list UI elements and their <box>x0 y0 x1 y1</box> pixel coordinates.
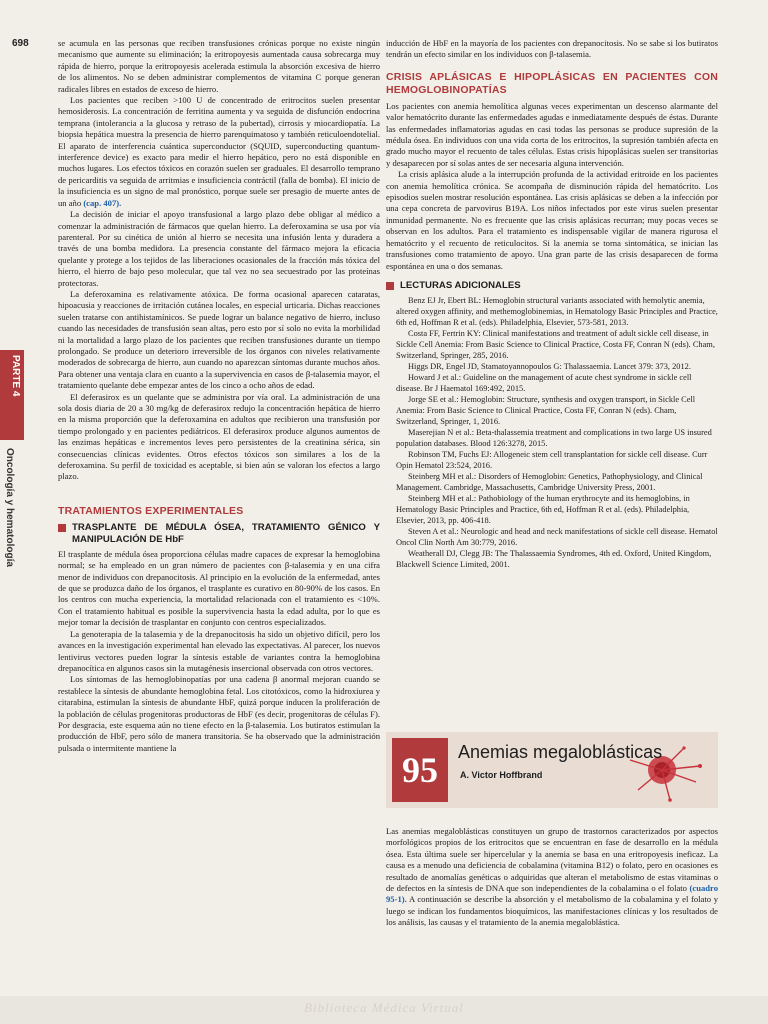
page-number: 698 <box>12 38 29 49</box>
paragraph: Los pacientes que reciben >100 U de concentrado de eritrocitos suelen presentar hemosiderosis. La concentración de ferritina aumenta y va seguida de disfunción endocrina temprana (intolerancia a la glucosa y retraso de la pubertad), cirrosis y miocardiopatía. La biopsia hepática muestra la presencia de hierro parenquimatoso y también reticuloendotelial. El aparato de interferencia cuántica superconductor (SQUID, superconducting quantum-interference device) es exacto para medir el hierro hepático, pero no está disponible en muchos lugares. Los efectos tóxicos en corazón suelen ser graduales. El desarrollo temprano de pericarditis va seguida de arritmias e insuficiencia contráctil (falla de bomba). El inicio de la insuficiencia es un signo de mal pronóstico, porque suele ser presagio de muerte antes de un año (cap. 407). <box>58 95 380 208</box>
paragraph: El deferasirox es un quelante que se administra por vía oral. La administración de una sola dosis diaria de 20 a 30 mg/kg de deferasirox redujo la concentración hepática de hierro en la misma proporción que la deferoxamina en adultos que recibieron una transfusión por tiempo prolongado y en pacientes pediátricos. El deferasirox produce algunos aumentos de las enzimas hepáticas e incrementos leves pero persistentes de la creatinina sérica, sin consecuencias clínicas evidentes. Otros efectos tóxicos son similares a los de la deferoxamina. Su perfil de toxicidad es aceptable, si bien aún se valoran los efectos a largo plazo. <box>58 391 380 482</box>
readings-title: LECTURAS ADICIONALES <box>386 280 718 292</box>
paragraph: La crisis aplásica alude a la interrupción profunda de la actividad eritroide en los pacientes con anemia hemolítica crónica. Se acompaña de disminución rápida del hematócrito. Los episodios suelen mostrar resolución espontánea. Las crisis aplásicas se deben a la infección por una cepa concreta de parvovirus B19A. Los niños infectados por este virus suelen presentar inmunidad permanente. No es frecuente que las crisis aplásicas recurran; muy pocas veces se observan en los adultos. Para el tratamiento es indispensable vigilar de manera rigurosa el hematócrito y el recuento de reticulocitos. Si la anemia se torna sintomática, se inician las transfusiones como tratamiento de apoyo. Una gran parte de las crisis desaparecen de forma espontánea en una o dos semanas. <box>386 169 718 271</box>
section-title-experimental: TRATAMIENTOS EXPERIMENTALES <box>58 504 244 517</box>
paragraph: La genoterapia de la talasemia y de la drepanocitosis ha sido un objetivo difícil, pero los avances en la investigación experimental han elevado las expectativas. Al parecer, los nuevos lentivirus vectores pueden lograr la síntesis estable de variantes contra la hemoglobina drepanocítica en algunos casos sin la mutagénesis insercional observada con otros vectores. <box>58 628 380 673</box>
reference-item: Maserejian N et al.: Beta-thalassemia treatment and complications in two large US insured population databases. Blood 126:3278, 2015. <box>396 427 712 448</box>
paragraph: se acumula en las personas que reciben transfusiones crónicas porque no existe ningún mecanismo que aumente su eliminación; la eritropoyesis aumentada causa sobrecarga muy rápida de hierro, porque la eritropoyesis acelerada estimula la absorción excesiva de hierro de los alimentos. No se deben administrar complementos de vitamina C porque generan radicales libres en estados de exceso de hierro. <box>58 38 380 94</box>
reference-list <box>386 295 718 570</box>
reference-item: Steven A et al.: Neurologic and head and neck manifestations of sickle cell disease. Hematol Oncol Clin North Am 30:779, 2016. <box>396 526 718 547</box>
reference-item: Higgs DR, Engel JD, Stamatoyannopoulos G: Thalassaemia. Lancet 379: 373, 2012. <box>408 361 691 371</box>
section-title-aplastic: CRISIS APLÁSICAS E HIPOPLÁSICAS EN PACIENTES CON HEMOGLOBINOPATÍAS <box>386 70 718 96</box>
chapter-intro <box>386 826 718 929</box>
reference-item: Weatherall DJ, Clegg JB: The Thalassaemia Syndromes, 4th ed. Oxford, United Kingdom, Blackwell Science Limited, 2001. <box>396 548 712 569</box>
subsection-title: TRASPLANTE DE MÉDULA ÓSEA, TRATAMIENTO GÉNICO Y MANIPULACIÓN DE HbF <box>58 522 380 546</box>
reference-item: Jorge SE et al.: Hemoglobin: Structure, synthesis and oxygen transport, in Sickle Cell Anemia: From Basic Science to Clinical Practice, Costa FF, Conran N (eds). Cham, Switzerland, Springer, 1, 2016. <box>396 394 696 426</box>
paragraph: inducción de HbF en la mayoría de los pacientes con drepanocitosis. No se sabe si los butiratos tendrán un efecto similar en los individuos con β-talasemia. <box>386 38 718 60</box>
paragraph: El trasplante de médula ósea proporciona células madre capaces de expresar la hemoglobina normal; se ha empleado en un gran número de pacientes con β-talasemia y en una cifra menor de individuos con drepanocitosis. Al principio en la evolución de la enfermedad, antes de que se produzca daño de los órganos, el trasplante es curativo en 80-90% de los casos. En los centros con mucha experiencia, la mortalidad relacionada con el tratamiento es <10%. Con el tratamiento habitual es posible la supervivencia hasta la edad adulta, por lo que es mejor tomar la decisión de trasplantar en conjunto con centros especializados. <box>58 548 380 628</box>
right-column <box>386 38 718 570</box>
chapter-author: A. Victor Hoffbrand <box>460 770 543 780</box>
chapter-title: Anemias megaloblásticas <box>458 742 663 762</box>
square-bullet-icon <box>58 524 66 532</box>
paragraph: La decisión de iniciar el apoyo transfusional a largo plazo debe obligar al médico a comenzar la administración de fármacos que quelan hierro. La deferoxamina se usa por vía parenteral. Por su cinética de unión al hierro se necesita una infusión lenta y duradera a través de una bomba medidora. La presencia constante del fármaco mejora la eficacia quelante y protege a los tejidos de las liberaciones ocasionales de la fracción más tóxica del hierro, el hierro de bajo peso molecular, que tal vez no sea secuestrado por las proteínas protectoras. <box>58 209 380 288</box>
reference-item: Steinberg MH et al.: Pathobiology of the human erythrocyte and its hemoglobins, in Hematology Basic Principles and Practice, 6th ed, Hoffman R et al. (eds). Philadelphia, Elsevier, 2013, pp. 406-418. <box>396 493 690 525</box>
side-tab-part: PARTE 4 <box>10 355 21 397</box>
chapter-number: 95 <box>392 738 448 802</box>
paragraph: Los síntomas de las hemoglobinopatías por una cadena β anormal mejoran cuando se restablece la síntesis de abundante hemoglobina fetal. Los citotóxicos, como la hidroxiurea y citarabina, estimulan la síntesis de abundante HbF, quizá porque inducen la proliferación de la población de células progenitoras productoras de HbF (es decir, progenitoras de células F). Por desgracia, este esquema aún no tiene efecto en la β-talasemia. Los butiratos estimulan la producción de HbF, pero sólo de manera transitoria. Se ha observado que la administración pulsada o intermitente mantiene la <box>58 674 380 753</box>
reference-item: Steinberg MH et al.: Disorders of Hemoglobin: Genetics, Pathophysiology, and Clinical Management. Cambridge, Massachusetts, Cambridge University Press, 2001. <box>396 471 703 492</box>
square-bullet-icon <box>386 282 394 290</box>
reference-item: Benz EJ Jr, Ebert BL: Hemoglobin structural variants associated with hemolytic anemia, altered oxygen affinity, and methemoglobinemias, in Hematology Basic Principles and Practice, 6th ed, Hoffman R et al. (eds). Philadelphia, Elsevier, 573-581, 2013. <box>396 295 718 327</box>
paragraph: La deferoxamina es relativamente atóxica. De forma ocasional aparecen cataratas, hipoacusia y reacciones de irritación cutánea locales, en especial urticaria. Dichas reacciones suelen tratarse con antihistamínicos. Se puede lograr un balance negativo de hierro, incluso cuando las necesidades de transfusión sean altas, pero esto por sí solo no evita la morbilidad ni la mortalidad a largo plazo de los pacientes que reciben transfusiones durante un tiempo prolongado. Se produce un deterioro irreversible de los órganos con niveles relativamente moderados de sobrecarga de hierro, aun cuando no aparezcan síntomas durante muchos años. Para obtener una ventaja clara en cuanto a la supervivencia en casos de β-talasemia mayor, el tratamiento quelante debe empezar antes de los cinco a ocho años de edad. <box>58 288 380 391</box>
table-reference-link[interactable]: (cuadro 95-1). <box>386 883 719 905</box>
footer-watermark: Biblioteca Médica Virtual <box>304 1000 464 1015</box>
reference-item: Robinson TM, Fuchs EJ: Allogeneic stem cell transplantation for sickle cell disease. Curr Opin Hematol 23:524, 2016. <box>396 449 708 470</box>
cross-reference-link[interactable]: (cap. 407). <box>83 197 122 208</box>
paragraph: Las anemias megaloblásticas constituyen un grupo de trastornos caracterizados por aspectos morfológicos propios de los eritrocitos que se encuentran en fase de desarrollo en la médula ósea. Esta última suele ser hipercelular y la anemia se basa en una eritropoyesis ineficaz. La causa es a menudo una deficiencia de cobalamina (vitamina B12) o folato, pero en ocasiones es resultado de anomalías genéticas o adquiridas que alteran el metabolismo de estas vitaminas o de defectos en la síntesis de DNA que son independientes de la cobalamina o el folato (cuadro 95-1). A continuación se describe la absorción y el metabolismo de la cobalamina y el folato y luego se indican los fundamentos bioquímicos, las manifestaciones clínicas y los resultados de los análisis, las causas y el tratamiento de la anemia megaloblástica. <box>386 826 719 928</box>
side-tab-section: Oncología y hematología <box>4 448 15 567</box>
reference-item: Costa FF, Fertrin KY: Clinical manifestations and treatment of adult sickle cell disease, in Sickle Cell Anemia: From Basic Science to Clinical Practice, Costa FF, Conran N (eds). Cham, Switzerland, Springer, 285, 2016. <box>396 328 715 360</box>
reference-item: Howard J et al.: Guideline on the management of acute chest syndrome in sickle cell disease. Br J Haematol 169:492, 2015. <box>396 372 692 393</box>
paragraph: Los pacientes con anemia hemolítica algunas veces experimentan un descenso alarmante del valor hematócrito durante las enfermedades agudas e inmediatamente después de éstas. Durante las enfermedades inflamatorias agudas en casi todas las personas se produce supresión de la médula ósea. En individuos con una vida corta de los eritrocitos, la supresión también afecta en grado mucho mayor el recuento de tales células. Estas crisis hipoplásicas suelen ser transitorias y desaparecen por sí solas antes de ser necesaria alguna intervención. <box>386 100 718 168</box>
left-column <box>58 38 380 754</box>
